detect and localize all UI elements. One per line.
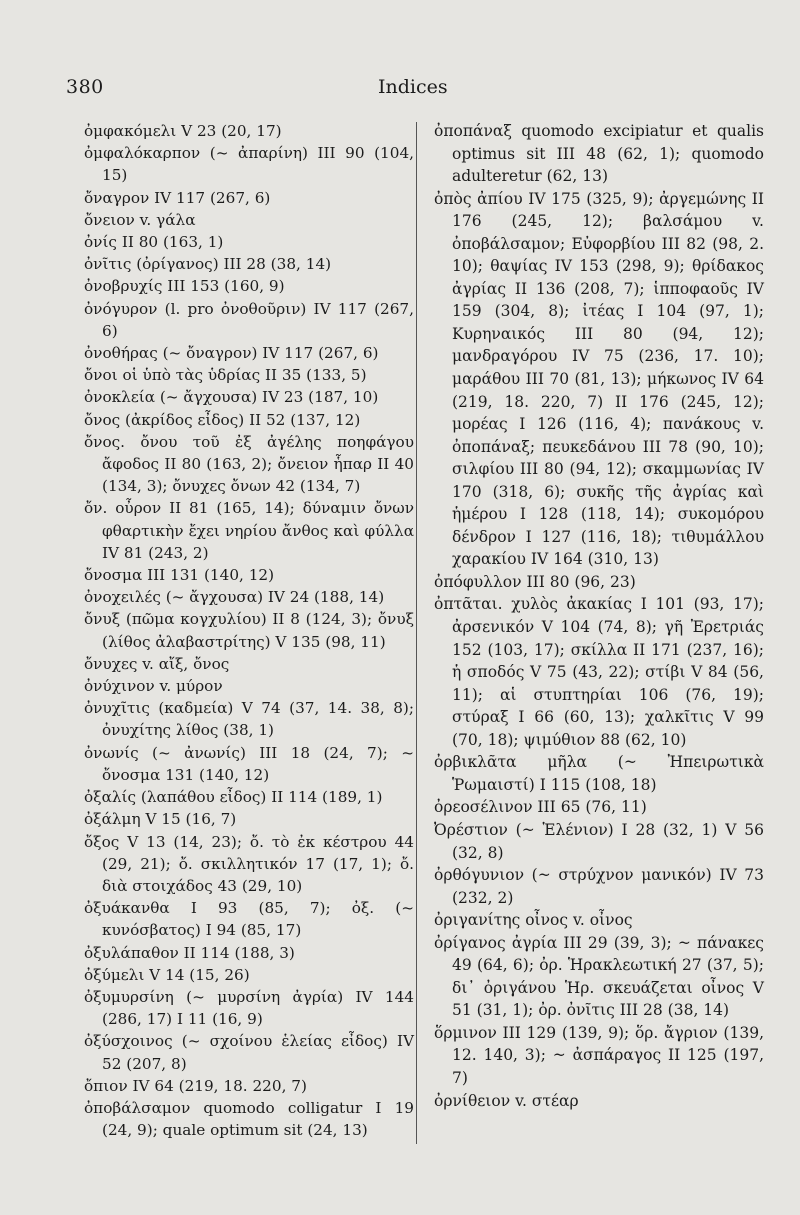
index-entry: ὄνειον v. γάλα [84, 210, 196, 229]
index-column-right [434, 120, 764, 1112]
index-entry: ὀξαλίς (λαπάθου εἶδος) II 114 (189, 1) [84, 788, 383, 807]
index-entry: ὀνωνίς (~ ἀνωνίς) III 18 (24, 7); ~ ὄνοσμα 131 (140, 12) [84, 743, 414, 784]
index-entry: ὀπόφυλλον III 80 (96, 23) [434, 572, 636, 591]
index-column-left [84, 120, 414, 1141]
index-entry: ὄνος. ὄνου τοῦ ἐξ ἀγέλης ποηφάγου ἄφοδος II 80 (163, 2); ὄνειον ἧπαρ II 40 (134, 3); ὄνυχες ὄνων 42 (134, 7) [84, 432, 414, 496]
index-entry: ὀξύσχοινος (~ σχοίνου ἑλείας εἶδος) IV 52 (207, 8) [84, 1032, 414, 1073]
index-entry: ὅρμινον III 129 (139, 9); ὅρ. ἄγριον (139, 12. 140, 3); ~ ἀσπάραγος II 125 (197, 7) [434, 1023, 764, 1087]
index-entry: ὄνυξ (πῶμα κογχυλίου) II 8 (124, 3); ὄνυξ (λίθος ἀλαβαστρίτης) V 135 (98, 11) [84, 610, 414, 651]
index-entry: ὀπτᾶται. χυλὸς ἀκακίας I 101 (93, 17); ἀρσενικόν V 104 (74, 8); γῆ Ἐρετριάς 152 (103, 17); σκίλλα II 171 (237, 16); ἡ σποδός V 75 (43, 22); στίβι V 84 (56, 11); αἱ στυπτηρίαι 106 (76, 19); στύραξ I 66 (60, 13); χαλκῖτις V 99 (70, 18); ψιμύθιον 88 (62, 10) [434, 595, 764, 749]
column-divider [416, 122, 417, 1144]
index-entry: ὀνύχινον v. μύρον [84, 677, 223, 696]
index-entry: ὀρίγανος ἀγρία III 29 (39, 3); ~ πάνακες 49 (64, 6); ὀρ. Ἡρακλεωτική 27 (37, 5); δι᾽ ὀριγάνου Ἡρ. σκευάζεται οἶνος V 51 (31, 1); ὀρ. ὀνῖτις III 28 (38, 14) [434, 933, 764, 1020]
index-entry: ὀμφακόμελι V 23 (20, 17) [84, 122, 282, 140]
index-entry: ὄνυχες v. αἴξ, ὄνος [84, 654, 230, 673]
index-entry: ὀξύμελι V 14 (15, 26) [84, 965, 250, 984]
index-entry: ὀρθόγυνιον (~ στρύχνον μανικόν) IV 73 (232, 2) [434, 866, 764, 907]
index-entry: ὄνοσμα III 131 (140, 12) [84, 566, 275, 585]
index-entry: Ὀρέστιον (~ Ἑλένιον) I 28 (32, 1) V 56 (32, 8) [434, 820, 764, 862]
index-entry: ὀριγανίτης οἶνος v. οἶνος [434, 911, 633, 930]
index-entry: ὀποβάλσαμον quomodo colligatur I 19 (24, 9); quale optimum sit (24, 13) [84, 1098, 414, 1140]
index-entry: ὀνοθήρας (~ ὄναγρον) IV 117 (267, 6) [84, 344, 379, 363]
index-entry: ὀξυλάπαθον II 114 (188, 3) [84, 943, 295, 962]
index-entry: ὀξάλμη V 15 (16, 7) [84, 810, 237, 829]
index-entry: ὀρβικλᾶτα μῆλα (~ Ἠπειρωτικὰ Ῥωμαιστί) I 115 (108, 18) [434, 753, 764, 794]
index-entry: ὀπὸς ἀπίου IV 175 (325, 9); ἀργεμώνης II 176 (245, 12); βαλσάμου v. ὀποβάλσαμον; Εὐφορβίου III 82 (98, 2. 10); θαψίας IV 153 (298, 9); θρίδακος ἀγρίας II 136 (208, 7); ἱπποφαοῦς IV 159 (304, 8); ἰτέας I 104 (97, 1); Κυρηναικός III 80 (94, 12); μανδραγόρου IV 75 (236, 17. 10); μαράθου III 70 (81, 13); μήκωνος IV 64 (219, 18. 220, 7) II 176 (245, 12); μορέας I 126 (116, 4); πανάκους v. ὀποπάναξ; πευκεδάνου III 78 (90, 10); σιλφίου III 80 (94, 12); σκαμμωνίας IV 170 (318, 6); συκῆς τῆς ἀγρίας καὶ ἡμέρου I 128 (118, 14); συκομόρου δένδρον I 127 (116, 18); τιθυμάλλου χαρακίου IV 164 (310, 13) [434, 189, 764, 569]
index-entry: ὀνῖτις (ὀρίγανος) III 28 (38, 14) [84, 255, 332, 274]
index-entry: ὀξυμυρσίνη (~ μυρσίνη ἀγρία) IV 144 (286, 17) I 11 (16, 9) [84, 987, 414, 1029]
index-entry: ὀνυχῖτις (καδμεία) V 74 (37, 14. 38, 8); ὀνυχίτης λίθος (38, 1) [84, 699, 414, 740]
index-entry: ὄν. οὖρον II 81 (165, 14); δύναμιν ὄνων φθαρτικὴν ἔχει νηρίου ἄνθος καὶ φύλλα IV 81 (243, 2) [84, 499, 414, 562]
index-entry: ὀμφαλόκαρπον (~ ἀπαρίνη) III 90 (104, 15) [84, 144, 414, 185]
index-entry: ὄνος (ἀκρίδος εἶδος) II 52 (137, 12) [84, 410, 361, 429]
page-number: 380 [66, 76, 104, 98]
index-entry: ὀνοβρυχίς III 153 (160, 9) [84, 277, 285, 296]
index-entry: ὀρνίθειον v. στέαρ [434, 1091, 579, 1110]
index-entry: ὀνοκλεία (~ ἄγχουσα) IV 23 (187, 10) [84, 388, 379, 407]
index-entry: ὀποπάναξ quomodo excipiatur et qualis optimus sit III 48 (62, 1); quomodo adulteretur (62, 13) [434, 122, 764, 186]
index-entry: ὀνοχειλές (~ ἄγχουσα) IV 24 (188, 14) [84, 588, 385, 607]
index-entry: ὄξος V 13 (14, 23); ὄ. τὸ ἐκ κέστρου 44 (29, 21); ὄ. σκιλλητικόν 17 (17, 1); ὄ. διὰ στοιχάδος 43 (29, 10) [84, 832, 414, 895]
index-entry: ὀνίς II 80 (163, 1) [84, 233, 224, 252]
running-head: Indices [378, 76, 448, 98]
index-entry: ὀρεοσέλινον III 65 (76, 11) [434, 798, 647, 817]
index-entry: ὄνοι οἱ ὑπὸ τὰς ὑδρίας II 35 (133, 5) [84, 366, 367, 385]
index-entry: ὀνόγυρον (l. pro ὀνοθοῦριν) IV 117 (267, 6) [84, 299, 414, 340]
index-entry: ὀξυάκανθα I 93 (85, 7); ὀξ. (~ κυνόσβατος) I 94 (85, 17) [84, 899, 414, 940]
index-entry: ὄπιον IV 64 (219, 18. 220, 7) [84, 1076, 307, 1095]
index-entry: ὄναγρον IV 117 (267, 6) [84, 188, 271, 207]
